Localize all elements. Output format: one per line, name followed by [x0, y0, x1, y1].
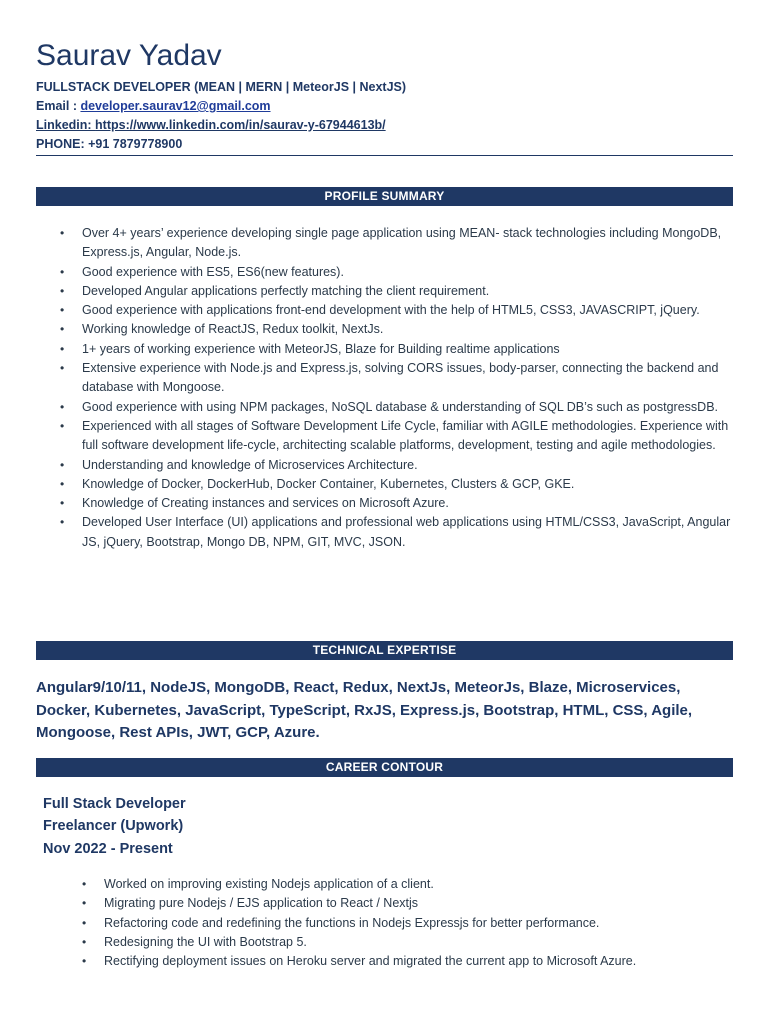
bullet-icon: • [60, 418, 65, 433]
bullet-icon: • [60, 226, 65, 240]
bullet-icon: • [60, 476, 65, 491]
list-item [60, 224, 732, 263]
phone-line: PHONE: +91 7879778900 [36, 137, 183, 151]
list-item-text: Over 4+ years’ experience developing single page application using MEAN- stack technologies including MongoDB, Express.js, Angular, Node.js. [82, 226, 722, 260]
bullet-icon: • [60, 457, 65, 472]
list-item-text: Refactoring code and redefining the functions in Nodejs Expressjs for better performance. [104, 915, 600, 930]
list-item-text: Developed User Interface (UI) applications and professional web applications using HTML/CSS3, JavaScript, Angular JS, jQuery, Bootstrap, Mongo DB, NPM, GIT, MVC, JSON. [82, 515, 731, 549]
bullet-icon: • [60, 283, 65, 298]
bullet-icon: • [82, 896, 87, 911]
email-label: Email : [36, 99, 81, 113]
list-item-text: Experienced with all stages of Software Development Life Cycle, familiar with AGILE methodologies. Experience with full software development life-cycle, architecting scalable platforms, development, testing and agile methodologies. [82, 418, 729, 453]
list-item-text: Rectifying deployment issues on Heroku server and migrated the current app to Microsoft Azure. [104, 954, 637, 969]
bullet-icon: • [60, 399, 65, 414]
career-role: Full Stack Developer [43, 796, 186, 812]
list-item [82, 914, 724, 933]
career-list [82, 875, 724, 971]
summary-list [60, 224, 732, 552]
list-item-text: Good experience with applications front-end development with the help of HTML5, CSS3, JAVASCRIPT, jQuery. [82, 303, 700, 318]
list-item [60, 263, 732, 282]
linkedin-line[interactable] [36, 117, 386, 134]
list-item [82, 952, 724, 971]
section-profile-summary: PROFILE SUMMARY [36, 187, 733, 206]
list-item [60, 456, 732, 475]
bullet-icon: • [60, 515, 65, 530]
list-item [60, 340, 732, 359]
list-item-text: Understanding and knowledge of Microservices Architecture. [82, 457, 418, 472]
list-item [82, 875, 724, 894]
list-item-text: Migrating pure Nodejs / EJS application to React / Nextjs [104, 896, 419, 911]
career-company: Freelancer (Upwork) [43, 818, 184, 834]
list-item-text: Good experience with ES5, ES6(new features). [82, 264, 344, 279]
list-item [60, 398, 732, 417]
bullet-icon: • [60, 496, 65, 511]
bullet-icon: • [82, 954, 87, 969]
list-item-text: Working knowledge of ReactJS, Redux toolkit, NextJs. [82, 322, 384, 337]
header-divider [36, 155, 733, 156]
list-item [60, 475, 732, 494]
list-item [60, 417, 732, 456]
bullet-icon: • [60, 361, 65, 376]
bullet-icon: • [60, 303, 65, 318]
section-career-contour: CAREER CONTOUR [36, 758, 733, 777]
bullet-icon: • [82, 877, 87, 891]
email-link[interactable]: developer.saurav12@gmail.com [80, 99, 271, 113]
bullet-icon: • [60, 341, 65, 356]
list-item [82, 933, 724, 952]
list-item-text: 1+ years of working experience with MeteorJS, Blaze for Building realtime applications [82, 341, 560, 356]
linkedin-label: Linkedin: [36, 118, 96, 132]
list-item-text: Knowledge of Creating instances and services on Microsoft Azure. [82, 496, 449, 511]
career-period: Nov 2022 - Present [43, 841, 173, 857]
technical-expertise-text: Angular9/10/11, NodeJS, MongoDB, React, Redux, NextJs, MeteorJs, Blaze, Microservices, Docker, Kubernetes, JavaScript, TypeScript, RxJS, Express.js, Bootstrap, HTML, CSS, Agile, Mongoose, Rest APIs, JWT, GCP, Azure. [36, 679, 693, 741]
list-item [60, 301, 732, 320]
list-item-text: Knowledge of Docker, DockerHub, Docker Container, Kubernetes, Clusters & GCP, GKE. [82, 476, 575, 491]
section-technical-expertise: TECHNICAL EXPERTISE [36, 641, 733, 660]
bullet-icon: • [60, 264, 65, 279]
list-item-text: Good experience with using NPM packages, NoSQL database & understanding of SQL DB’s such as postgressDB. [82, 399, 718, 414]
list-item-text: Extensive experience with Node.js and Express.js, solving CORS issues, body-parser, connecting the backend and database with Mongoose. [82, 361, 719, 395]
list-item [60, 494, 732, 513]
list-item [82, 894, 724, 913]
bullet-icon: • [82, 934, 87, 949]
list-item [60, 359, 732, 398]
email-line [36, 98, 271, 115]
bullet-icon: • [82, 915, 87, 930]
job-title: FULLSTACK DEVELOPER (MEAN | MERN | MeteorJS | NextJS) [36, 80, 407, 94]
linkedin-url[interactable]: https://www.linkedin.com/in/saurav-y-67944613b/ [95, 118, 386, 132]
list-item-text: Redesigning the UI with Bootstrap 5. [104, 934, 307, 949]
list-item [60, 282, 732, 301]
list-item [60, 320, 732, 339]
candidate-name: Saurav Yadav [36, 39, 222, 72]
bullet-icon: • [60, 322, 65, 337]
list-item-text: Developed Angular applications perfectly matching the client requirement. [82, 283, 490, 298]
list-item [60, 513, 732, 552]
list-item-text: Worked on improving existing Nodejs application of a client. [104, 877, 434, 891]
